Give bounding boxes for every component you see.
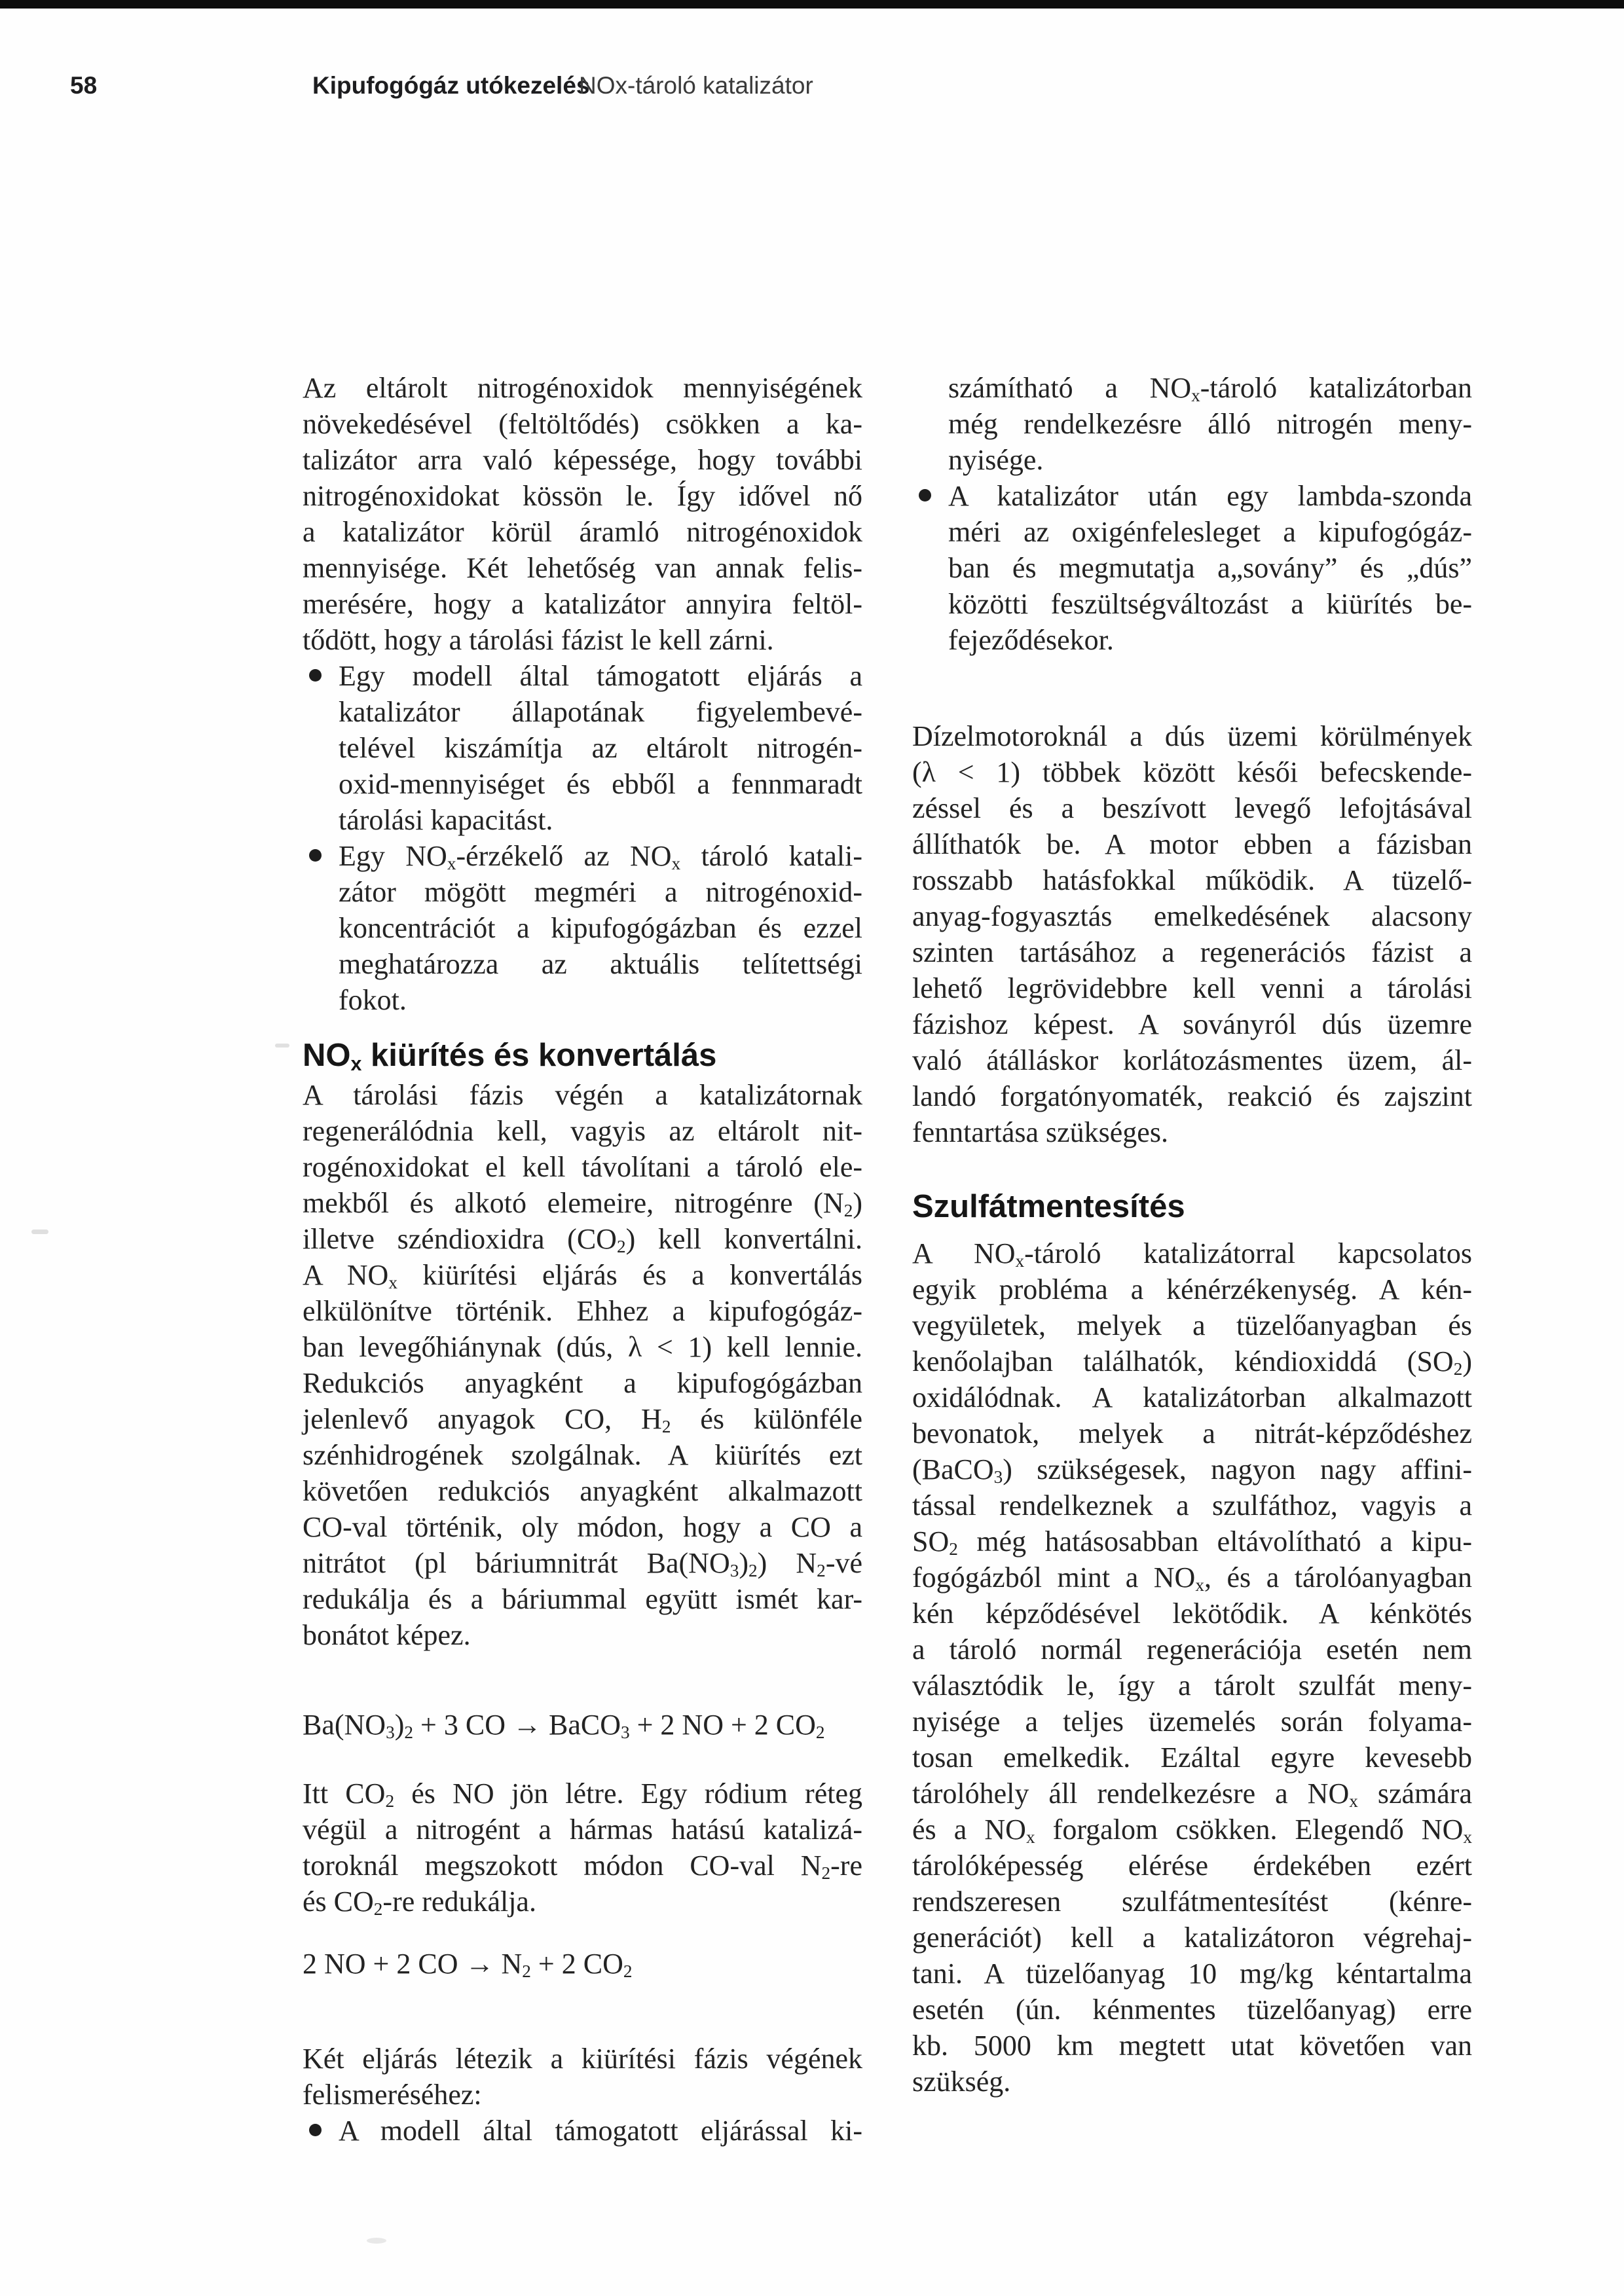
text-line: kén képződésével lekötődik. A kénkötés — [912, 1597, 1472, 1630]
chemical-equation: 2 NO + 2 CO → $N_2 + 2$ $CO_2$ — [303, 1948, 633, 1981]
bullet-list — [303, 2113, 862, 2149]
text-line: esetén (ún. kénmentes tüzelőanyag) erre — [912, 1994, 1472, 2026]
text-line: Az eltárolt nitrogénoxidok mennyiségének — [303, 372, 862, 404]
text-line: bevonatok, melyek a nitrát-képződéshez — [912, 1417, 1472, 1449]
text-line: zátor mögött megméri a nitrogénoxid- — [339, 876, 862, 908]
bullet-list — [912, 478, 1472, 658]
text-line: A $NO_x$ kiürítési eljárás és a konvertálás — [303, 1259, 862, 1292]
text-line: oxidálódnak. A katalizátorban alkalmazott — [912, 1381, 1472, 1413]
text-line: Itt $CO_2$ és NO jön létre. Egy ródium réteg — [303, 1777, 862, 1811]
text-line: telével kiszámítja az eltárolt nitrogén- — [339, 732, 862, 764]
text-line: fogógázból mint a $NO_x$, és a tárolóanyagban — [912, 1561, 1472, 1595]
text-line: bonátot képez. — [303, 1619, 471, 1651]
text-line: növekedésével (feltöltődés) csökken a ka- — [303, 408, 862, 440]
text-line: még rendelkezésre álló nitrogén meny- — [948, 408, 1472, 440]
text-line: generációt) kell a katalizátoron végrehaj- — [912, 1922, 1472, 1954]
text-line: Egy modell által támogatott eljárás a — [339, 660, 862, 692]
text-line: (λ < 1) többek között késői befecskende- — [912, 756, 1472, 788]
section-heading: $NO_x$ kiürítés és konvertálás — [303, 1038, 717, 1075]
scan-artifact — [275, 1044, 289, 1048]
paragraph — [912, 1235, 1472, 2100]
text-line: redukálja és a báriummal együtt ismét kar- — [303, 1583, 862, 1615]
text-line: számítható a $NO_x$-tároló katalizátorban — [948, 372, 1472, 405]
scan-artifact — [31, 1230, 48, 1234]
text-line: merésére, hogy a katalizátor annyira feltöl- — [303, 588, 862, 620]
text-line: szinten tartásához a regenerációs fázist a — [912, 936, 1472, 968]
bullet-dot — [919, 489, 931, 501]
text-line: tárolási kapacitást. — [339, 804, 553, 836]
text-line: állíthatók be. A motor ebben a fázisban — [912, 828, 1472, 860]
section-heading: Szulfátmentesítés — [912, 1189, 1185, 1224]
text-line: CO-val történik, oly módon, hogy a CO a — [303, 1511, 862, 1543]
text-line: nyisége. — [948, 444, 1044, 476]
text-line: jelenlevő anyagok CO, $H_2$ és különféle — [303, 1403, 863, 1436]
text-line: kenőolajban találhatók, kéndioxiddá $(SO_2)$ — [912, 1345, 1472, 1379]
text-line: $SO_2$ még hatásosabban eltávolítható a kipu- — [912, 1525, 1472, 1559]
text-line: fenntartása szükséges. — [912, 1116, 1168, 1148]
text-line: Dízelmotoroknál a dús üzemi körülmények — [912, 720, 1472, 752]
text-line: lehető legrövidebbre kell venni a tárolási — [912, 972, 1472, 1004]
text-line: ban levegőhiánynak (dús, λ < 1) kell lennie. — [303, 1331, 862, 1363]
text-line: tani. A tüzelőanyag 10 mg/kg kéntartalma — [912, 1958, 1472, 1990]
text-line: A $NO_x$-tároló katalizátorral kapcsolatos — [912, 1237, 1473, 1271]
header-title: Kipufogógáz utókezelés — [312, 72, 590, 99]
text-line: rendszeresen szulfátmentesítést (kénre- — [912, 1886, 1472, 1918]
bullet-list — [303, 658, 862, 1018]
bullet-dot — [309, 849, 322, 862]
text-line: anyag-fogyasztás emelkedésének alacsony — [912, 900, 1472, 932]
text-line: való átálláskor korlátozásmentes üzem, ál- — [912, 1044, 1472, 1076]
text-line: Redukciós anyagként a kipufogógázban — [303, 1367, 862, 1399]
text-line: egyik probléma a kénérzékenység. A kén- — [912, 1273, 1472, 1305]
text-line: tárolóképesség elérése érdekében ezért — [912, 1850, 1472, 1882]
page-number: 58 — [70, 72, 98, 99]
text-line: nitrogénoxidokat kössön le. Így idővel nő — [303, 480, 862, 512]
paragraph — [303, 2041, 862, 2113]
text-line: (BaCO$_3$) szükségesek, nagyon nagy affini- — [912, 1453, 1472, 1487]
text-line: tárolóhely áll rendelkezésre a $NO_x$ számára — [912, 1777, 1472, 1811]
text-line: végül a nitrogént a hármas hatású katalizá- — [303, 1813, 862, 1846]
text-line: meghatározza az aktuális telítettségi — [339, 948, 862, 980]
text-line: kb. 5000 km megtett utat követően van — [912, 2030, 1472, 2062]
text-line: és $CO_2-re$ redukálja. — [303, 1886, 536, 1919]
paragraph — [303, 370, 862, 658]
text-line: rosszabb hatásfokkal működik. A tüzelő- — [912, 864, 1472, 896]
bullet-item — [303, 838, 862, 1018]
bullet-continuation — [912, 370, 1472, 478]
bullet-item — [303, 2113, 862, 2149]
text-line: ban és megmutatja a„sovány” és „dús” — [948, 552, 1472, 584]
text-line: rogénoxidokat el kell távolítani a tároló ele- — [303, 1151, 862, 1183]
text-line: mennyisége. Két lehetőség van annak felis- — [303, 552, 862, 584]
text-line: méri az oxigénfelesleget a kipufogógáz- — [948, 516, 1472, 548]
right-column — [912, 370, 1472, 2100]
text-line: követően redukciós anyagként alkalmazott — [303, 1475, 862, 1507]
bullet-dot — [309, 2124, 322, 2136]
paragraph — [912, 718, 1472, 1150]
text-line: nyisége a teljes üzemelés során folyama- — [912, 1705, 1472, 1738]
text-line: oxid-mennyiséget és ebből a fennmaradt — [339, 768, 862, 800]
bullet-dot — [309, 669, 322, 682]
text-line: mekből és alkotó elemeire, nitrogénre $(N_2)$ — [303, 1187, 862, 1220]
text-line: szükség. — [912, 2066, 1011, 2098]
chemical-equation: $Ba(NO_3)_2 + 3$ CO → BaCO$_3$ + 2 NO + 2 $CO_2$ — [303, 1709, 825, 1742]
text-line: koncentrációt a kipufogógázban és ezzel — [339, 912, 862, 944]
bullet-item — [303, 658, 862, 838]
header-subtitle: NOx-tároló katalizátor — [579, 72, 813, 99]
text-line: zéssel és a beszívott levegő lefojtásával — [912, 792, 1472, 824]
text-line: vegyületek, melyek a tüzelőanyagban és — [912, 1309, 1472, 1341]
text-line: fejeződésekor. — [948, 624, 1114, 656]
bullet-item — [912, 478, 1472, 658]
text-line: toroknál megszokott módon CO-val $N_2-re$ — [303, 1850, 862, 1883]
text-line: regenerálódnia kell, vagyis az eltárolt nit- — [303, 1115, 862, 1147]
scan-artifact — [367, 2238, 386, 2244]
text-line: választódik le, így a tárolt szulfát meny- — [912, 1669, 1472, 1702]
text-line: tosan emelkedik. Ezáltal egyre kevesebb — [912, 1741, 1472, 1774]
paragraph — [303, 1776, 862, 1920]
text-line: Két eljárás létezik a kiürítési fázis végének — [303, 2043, 862, 2075]
text-line: és a $NO_x$ forgalom csökken. Elegendő $NO_x$ — [912, 1813, 1472, 1847]
text-line: fokot. — [339, 984, 407, 1016]
text-line: A katalizátor után egy lambda-szonda — [948, 480, 1472, 512]
text-line: felismeréséhez: — [303, 2079, 482, 2111]
text-line: A modell által támogatott eljárással ki- — [339, 2115, 862, 2147]
text-line: talizátor arra való képessége, hogy további — [303, 444, 862, 476]
text-line: Egy $NO_x$-érzékelő az $NO_x$ tároló katali- — [339, 840, 862, 873]
text-line: illetve széndioxidra $(CO_2)$ kell konvertálni. — [303, 1223, 863, 1256]
text-line: A tárolási fázis végén a katalizátornak — [303, 1079, 862, 1111]
paragraph — [303, 1077, 862, 1653]
text-line: landó forgatónyomaték, reakció és zajszint — [912, 1080, 1472, 1112]
text-line: szénhidrogének szolgálnak. A kiürítés ezt — [303, 1439, 862, 1471]
text-line: közötti feszültségváltozást a kiürítés be- — [948, 588, 1472, 620]
text-line: tással rendelkeznek a szulfáthoz, vagyis a — [912, 1489, 1472, 1522]
text-line: fázishoz képest. A soványról dús üzemre — [912, 1008, 1472, 1040]
text-line: katalizátor állapotának figyelembevé- — [339, 696, 862, 728]
text-line: elkülönítve történik. Ehhez a kipufogógáz- — [303, 1295, 862, 1327]
text-line: tődött, hogy a tárolási fázist le kell zárni. — [303, 624, 774, 656]
text-line: a katalizátor körül áramló nitrogénoxidok — [303, 516, 862, 548]
scan-edge-bar — [0, 0, 1624, 9]
text-line: nitrátot (pl báriumnitrát $Ba(NO_3)_2$) $N_2-vé$ — [303, 1547, 862, 1580]
left-column — [303, 370, 862, 2149]
text-line: a tároló normál regenerációja esetén nem — [912, 1633, 1472, 1666]
